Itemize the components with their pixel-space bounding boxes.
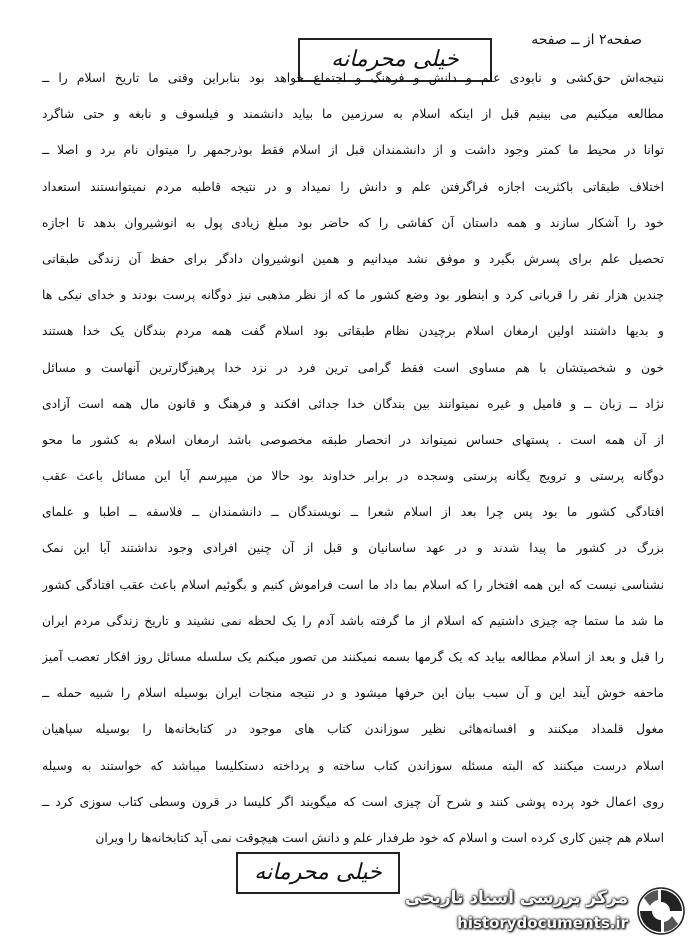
archive-watermark [392,882,692,940]
text-line: ما شد ما ستما چه چیزی داشتیم که اسلام از ما گرفته باشد آدم را یک لحظه نمی نشیند و تاریخ زندگی مردم ایران [42,613,664,628]
text-line: نژاد ــ زبان ــ و فامیل و غیره نمیتوانند بین بندگان خدا جدائی افکند و فرهنگ و قانون مال همه است آزادی [42,396,664,411]
confidential-stamp-bottom: خیلی محرمانه [236,852,400,894]
text-line: را قبل و بعد از اسلام مطالعه بیاید که یک گرمها بسمه نمیکنند من تصور میکنم یک سلسله مسائل روز افکار تعصب آمیز [42,650,664,664]
archive-name: مرکز بررسی اسناد تاریخی [405,888,628,908]
text-line: تحصیل علم برای پسرش بگیرد و موفق نشد میدانیم و همین انوشیروان دادگر برای حفظ آن زندگی طبقاتی [42,251,664,266]
text-line: ماحفه خوش آیند این و آن سبب بیان این حرفها میشود و در نتیجه منجات ایران بوسیله اسلام را شبیه حمله ــ [42,686,664,701]
text-line: چندین هزار نفر را قربانی کرد و اینطور بود وضع کشور ما که از نظر مذهبی نیز دوگانه پرست بودند و خدای نیکی ها [42,288,664,303]
text-line: دوگانه پرستی و ترویج یگانه پرستی وسجده در برابر خداوند بود حالا من میپرسم آیا این مسائل باعث عقب [42,469,664,484]
confidential-stamp-top: خیلی محرمانه [298,38,492,82]
page-number: صفحه۲ از ــ صفحه [531,32,642,48]
text-line: مغول قلمداد میکنند و افسانه‌هائی نظیر سوزاندن کتاب های موجود در کتابخانه‌ها را بوسیله سپاهیان [42,722,664,737]
text-line: افتادگی کشور ما بود پس چرا بعد از اسلام شعرا ــ نویسندگان ــ دانشمندان ــ فلاسفه ــ اطبا و علمای [42,505,664,520]
text-line: روی اعمال خود پرده پوشی کنند و شرح آن چیزی است که میگویند اگر کلیسا در قرون وسطی کتاب سوزی کرد ــ [42,794,664,809]
text-line: نشناسی نیست که این همه افتخار را که اسلام بما داد ما است فراموش کنیم و بگوئیم اسلام باعث عقب افتادگی کشور [42,577,664,592]
text-line: نتیجه‌اش حق‌کشی و نابودی علم و دانش و فرهنگ و اجتماع خواهد بود بنابراین وقتی ما تاریخ اسلام را ــ [42,71,664,85]
archive-logo-icon [636,886,686,936]
text-line: از آن همه است . پستهای حساس نمیتواند در انحصار طبقه مخصوصی باشد ارمغان اسلام به کشور ما محو [42,432,664,447]
text-line: اختلاف طبقاتی باکثریت اجازه فراگرفتن علم و دانش را نمیداد و در نتیجه قاطبه مردم نمیتوانستند استعداد [42,179,664,194]
text-line: مطالعه میکنیم می بینیم قبل از اینکه اسلام به سرزمین ما بیاید دانشمند و فیلسوف و نابغه و حتی شاگرد [42,107,664,122]
text-line: اسلام درست میکنند که البته مسئله سوزاندن کتاب ساخته و پرداخته دستکلیسا میباشد که خواستند به وسیله [42,758,664,773]
text-line: اسلام هم چنین کاری کرده است و اسلام که خود طرفدار علم و دانش است هیچوقت نمی آید کتابخانه‌ها را ویران [95,830,664,845]
text-line: توانا در محیط ما کمتر وجود داشت و از دانشمندان قبل از اسلام فقط بوذرجمهر را میتوان نام برد و اصلا ــ [42,143,664,158]
text-line: بزرگ در کشور ما پیدا شدند و در عهد ساسانیان و قبل از آن چنین افرادی وجود نداشتند آیا این نمک [42,541,664,556]
document-body [42,60,664,856]
text-line: خون و شخصیتشان با هم مساوی است فقط گرامی ترین فرد در نزد خدا پرهیزگارترین آنهاست و مسائل [42,360,664,375]
archive-url: historydocuments.ir [457,914,628,932]
text-line: و بدیها داشتند اولین ارمغان اسلام برچیدن نظام طبقاتی بود اسلام گفت همه مردم بندگان یک خدا هستند [42,324,664,339]
text-line: خود را آشکار سازند و همه داستان آن کفاشی را که حاضر بود مبلغ زیادی پول به انوشیروان بدهد تا اجازه [42,215,664,230]
